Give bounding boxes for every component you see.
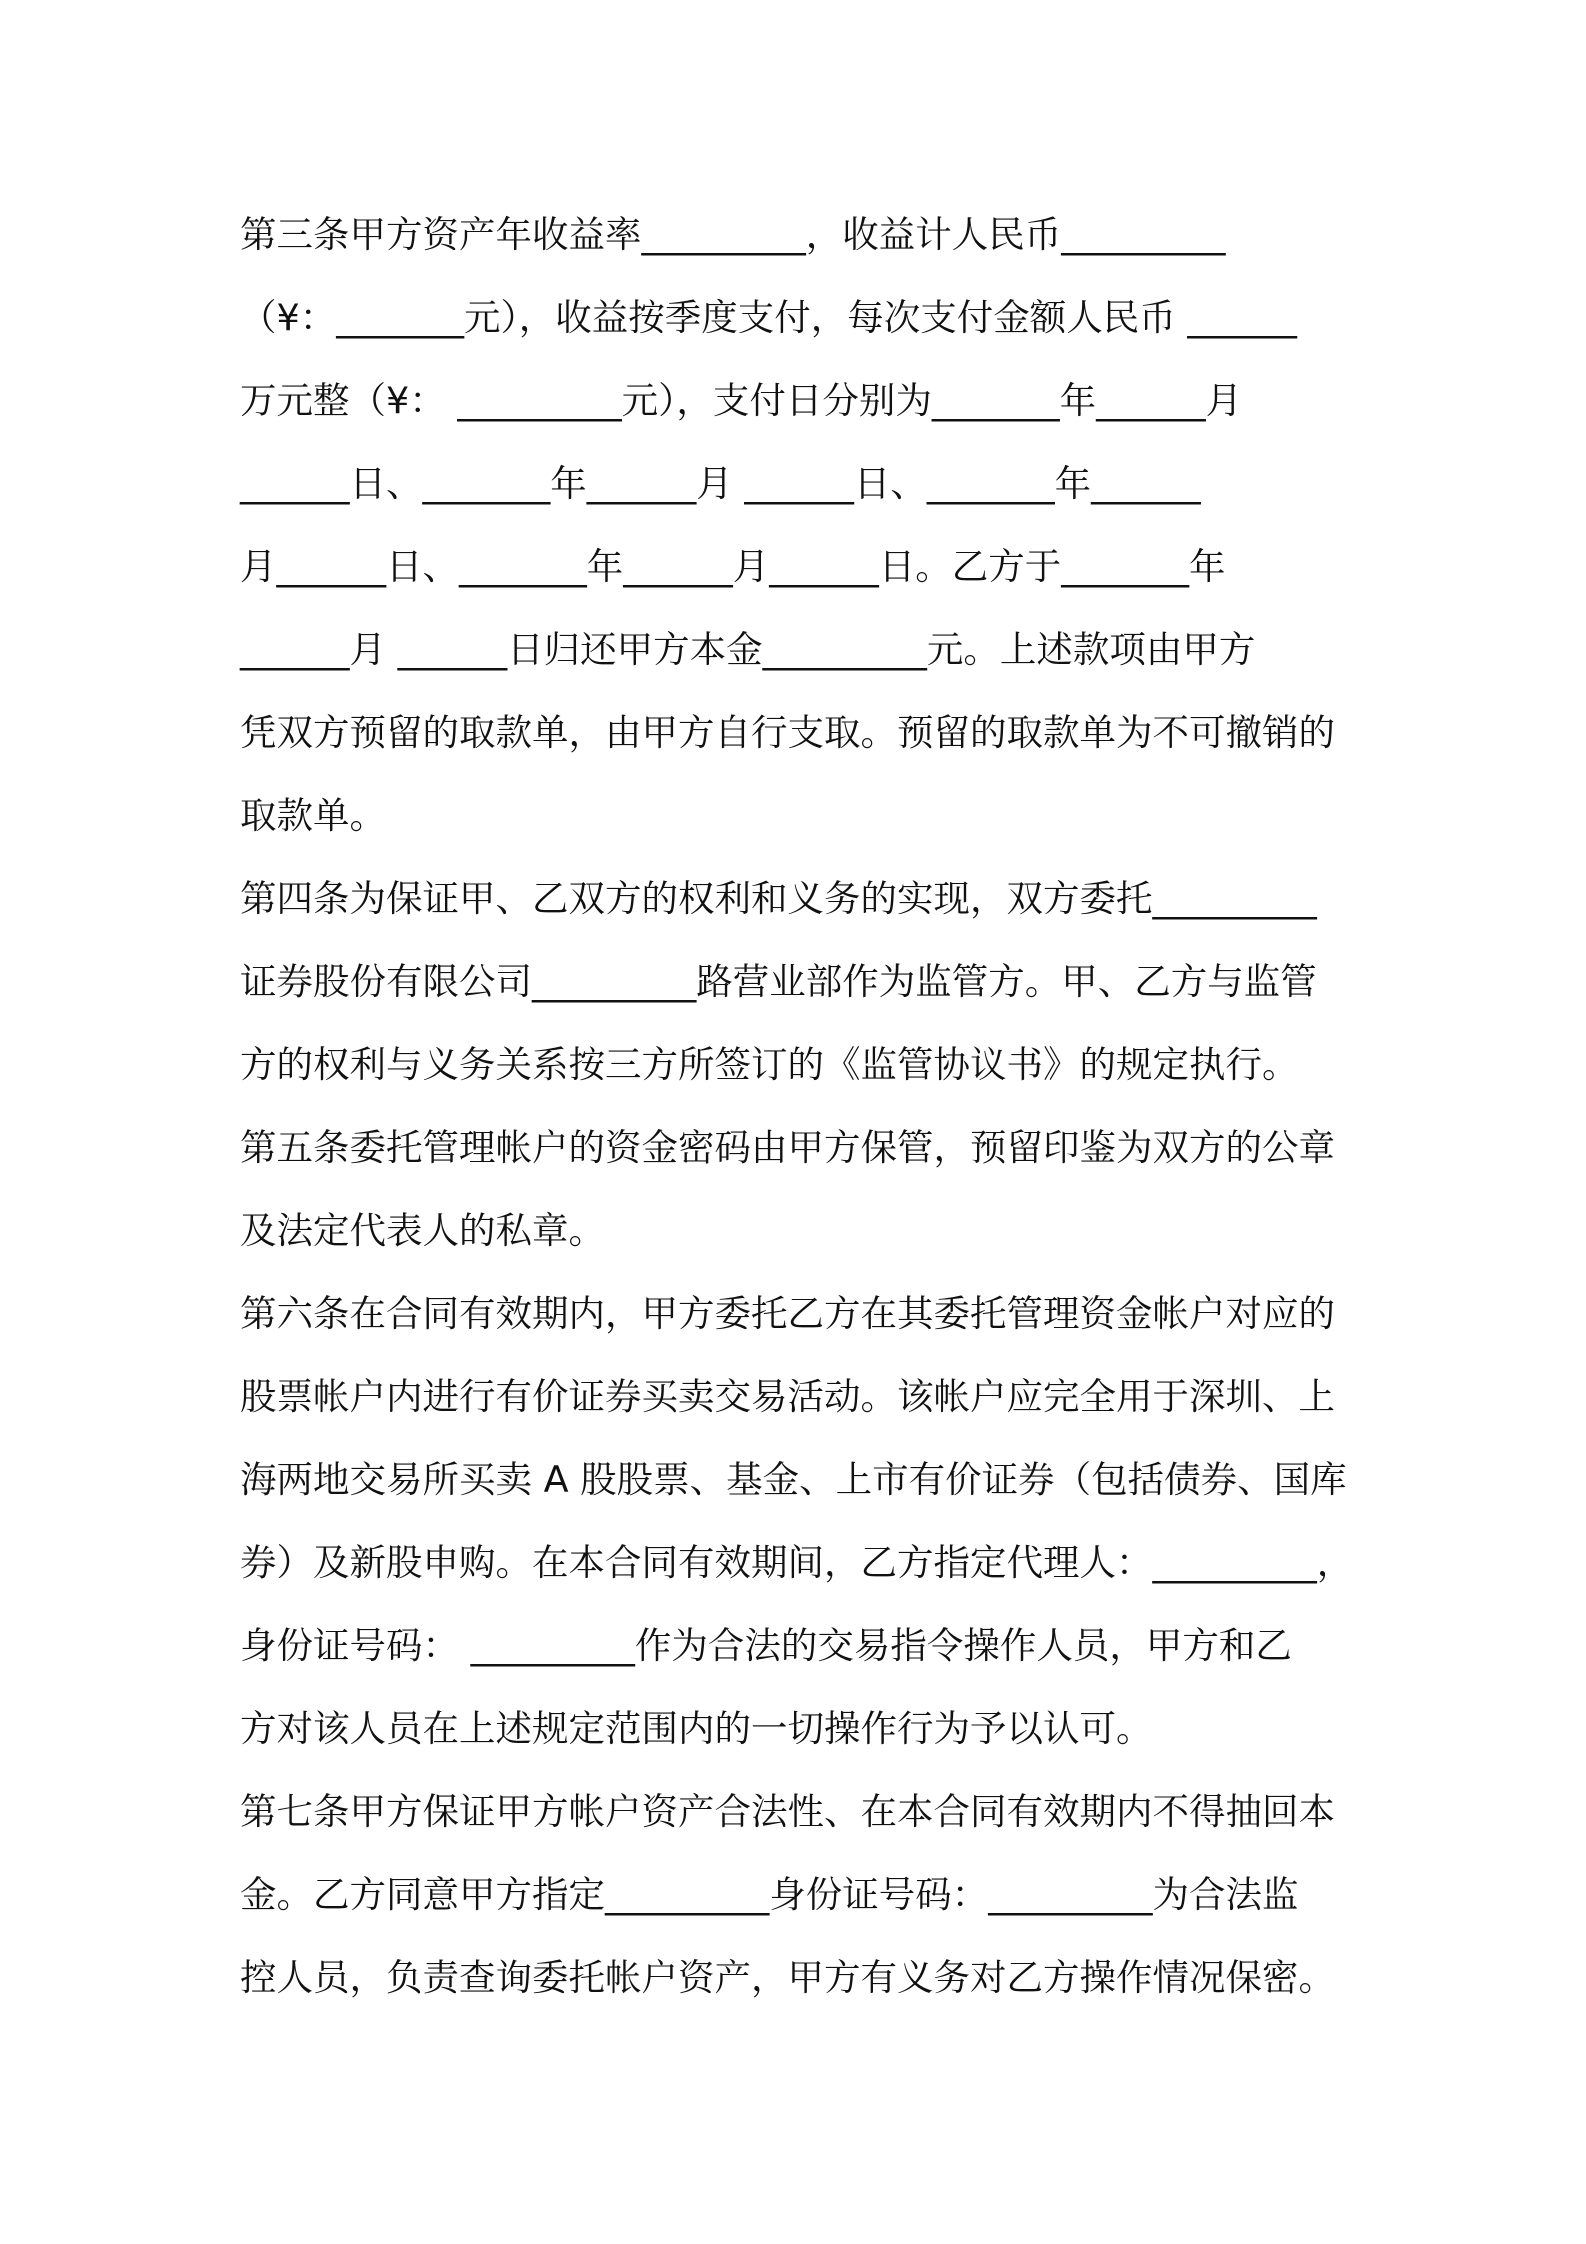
text-line: 券）及新股申购。在本合同有效期间，乙方指定代理人：_________， [240,1541,1354,1584]
text-line: 第三条甲方资产年收益率_________，收益计人民币_________ [240,213,1226,256]
text-line: 第六条在合同有效期内，甲方委托乙方在其委托管理资金帐户对应的 [240,1292,1335,1335]
text-line: （¥：_______元），收益按季度支付，每次支付金额人民币 ______ [240,296,1297,339]
text-line: 第五条委托管理帐户的资金密码由甲方保管，预留印鉴为双方的公章 [240,1126,1335,1169]
text-line: ______月 ______日归还甲方本金_________元。上述款项由甲方 [240,628,1256,671]
text-line: 第七条甲方保证甲方帐户资产合法性、在本合同有效期内不得抽回本 [240,1790,1335,1833]
text-line: 万元整（¥： _________元），支付日分别为_______年______月 [240,379,1243,422]
text-line: 证券股份有限公司_________路营业部作为监管方。甲、乙方与监管 [240,960,1317,1003]
text-line: ______日、_______年______月 ______日、_______年______ [240,462,1201,505]
text-line: 海两地交易所买卖 A 股股票、基金、上市有价证券（包括债券、国库 [240,1458,1347,1501]
text-line: 取款单。 [240,794,386,837]
text-line: 方的权利与义务关系按三方所签订的《监管协议书》的规定执行。 [240,1043,1299,1086]
text-line: 控人员，负责查询委托帐户资产，甲方有义务对乙方操作情况保密。 [240,1956,1335,1999]
text-line: 方对该人员在上述规定范围内的一切操作行为予以认可。 [240,1707,1153,1750]
text-line: 月______日、_______年______月______日。乙方于_______年 [240,545,1226,588]
text-line: 凭双方预留的取款单，由甲方自行支取。预留的取款单为不可撤销的 [240,711,1335,754]
text-line: 及法定代表人的私章。 [240,1209,605,1252]
text-line: 股票帐户内进行有价证券买卖交易活动。该帐户应完全用于深圳、上 [240,1375,1335,1418]
text-line: 第四条为保证甲、乙双方的权利和义务的实现，双方委托_________ [240,877,1317,920]
text-line: 金。乙方同意甲方指定_________身份证号码：_________为合法监 [240,1873,1299,1916]
text-line: 身份证号码： _________作为合法的交易指令操作人员，甲方和乙 [240,1624,1292,1667]
